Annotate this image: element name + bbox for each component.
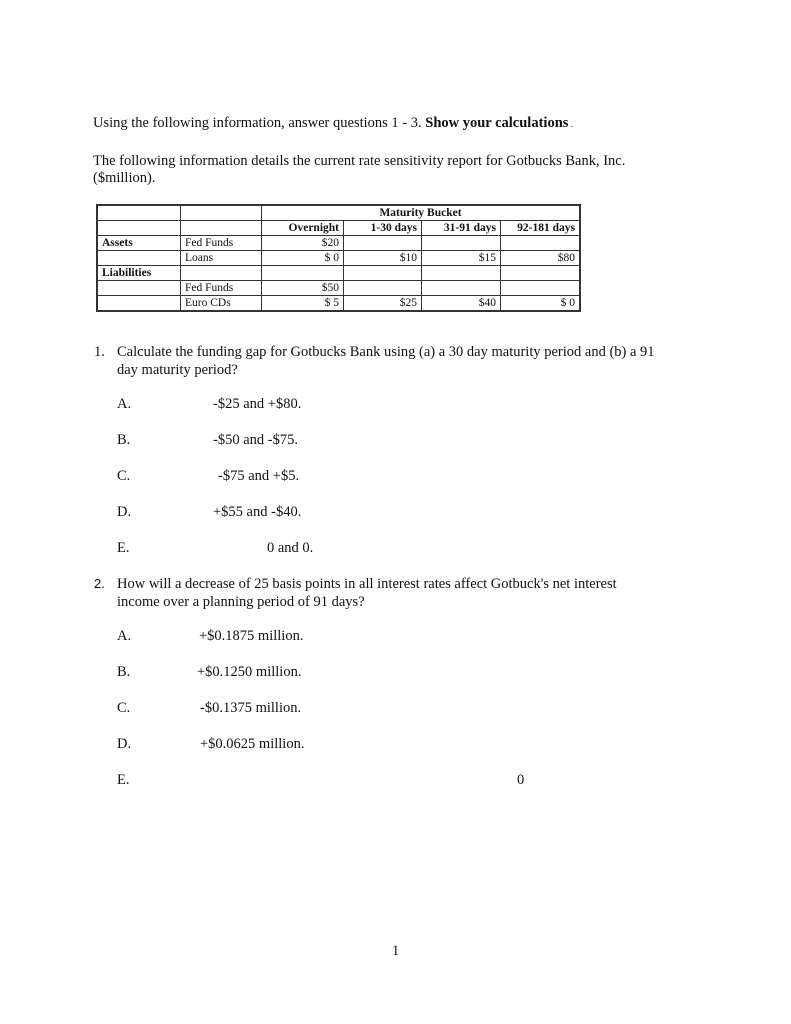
value-cell xyxy=(422,266,501,281)
item-label: Euro CDs xyxy=(181,296,262,312)
column-header: 1-30 days xyxy=(344,221,422,236)
instructions-line xyxy=(93,115,573,133)
option-text: -$0.1375 million. xyxy=(200,700,302,716)
value-cell: $ 0 xyxy=(501,296,581,312)
value-cell: $10 xyxy=(344,251,422,266)
value-cell: $ 5 xyxy=(262,296,344,312)
table-row xyxy=(97,251,580,266)
value-cell xyxy=(501,236,581,251)
value-cell xyxy=(262,266,344,281)
option-text: 0 and 0. xyxy=(267,540,314,556)
option-text: -$25 and +$80. xyxy=(213,396,302,412)
section-label xyxy=(97,296,181,312)
table-cell xyxy=(181,205,262,221)
question-text: income over a planning period of 91 days? xyxy=(117,594,365,610)
question-text: Calculate the funding gap for Gotbucks Bank using (a) a 30 day maturity period and (b) a 91 xyxy=(117,344,655,360)
value-cell xyxy=(344,236,422,251)
option-text: +$0.1875 million. xyxy=(199,628,304,644)
value-cell: $40 xyxy=(422,296,501,312)
option-text: +$0.0625 million. xyxy=(200,736,305,752)
value-cell: $80 xyxy=(501,251,581,266)
question-number: 1. xyxy=(94,344,105,360)
maturity-bucket-header: Maturity Bucket xyxy=(262,205,581,221)
column-header: Overnight xyxy=(262,221,344,236)
question-text: How will a decrease of 25 basis points in all interest rates affect Gotbuck's net interest xyxy=(117,576,617,592)
column-header: 92-181 days xyxy=(501,221,581,236)
option-letter: B. xyxy=(117,432,131,448)
value-cell: $ 0 xyxy=(262,251,344,266)
table-cell xyxy=(181,221,262,236)
value-cell xyxy=(501,266,581,281)
option-text: +$55 and -$40. xyxy=(213,504,302,520)
value-cell: $15 xyxy=(422,251,501,266)
option-letter: E. xyxy=(117,772,130,788)
option-letter: C. xyxy=(117,700,131,716)
option-letter: D. xyxy=(117,504,132,520)
item-label: Fed Funds xyxy=(181,281,262,296)
value-cell: $50 xyxy=(262,281,344,296)
item-label: Fed Funds xyxy=(181,236,262,251)
section-label xyxy=(97,281,181,296)
table-column-header-row xyxy=(97,221,580,236)
value-cell xyxy=(422,281,501,296)
rate-sensitivity-table xyxy=(96,204,581,312)
section-label xyxy=(97,251,181,266)
option-text: -$75 and +$5. xyxy=(218,468,300,484)
value-cell xyxy=(501,281,581,296)
option-letter: D. xyxy=(117,736,132,752)
option-text: -$50 and -$75. xyxy=(213,432,298,448)
table-row xyxy=(97,296,580,312)
section-label: Liabilities xyxy=(97,266,181,281)
value-cell: $20 xyxy=(262,236,344,251)
table-row xyxy=(97,236,580,251)
page-number: 1 xyxy=(392,943,400,959)
question-number: 2. xyxy=(94,576,105,591)
instructions-suffix: . xyxy=(568,119,573,129)
item-label: Loans xyxy=(181,251,262,266)
option-letter: A. xyxy=(117,396,132,412)
option-text: +$0.1250 million. xyxy=(197,664,302,680)
value-cell: $25 xyxy=(344,296,422,312)
option-letter: B. xyxy=(117,664,131,680)
value-cell xyxy=(422,236,501,251)
option-letter: E. xyxy=(117,540,130,556)
table-header-row xyxy=(97,205,580,221)
instructions-text: Using the following information, answer questions 1 - 3. xyxy=(93,115,426,131)
table-row xyxy=(97,266,580,281)
table-cell xyxy=(97,221,181,236)
section-label: Assets xyxy=(97,236,181,251)
option-letter: C. xyxy=(117,468,131,484)
option-text: 0 xyxy=(517,772,525,788)
value-cell xyxy=(344,281,422,296)
item-label xyxy=(181,266,262,281)
instructions-emphasis: Show your calculations xyxy=(425,115,569,131)
column-header: 31-91 days xyxy=(422,221,501,236)
value-cell xyxy=(344,266,422,281)
report-description: The following information details the current rate sensitivity report for Gotbucks Bank, Inc. xyxy=(93,153,626,169)
question-text: day maturity period? xyxy=(117,362,238,378)
report-units: ($million). xyxy=(93,170,156,186)
table-cell xyxy=(97,205,181,221)
option-letter: A. xyxy=(117,628,132,644)
table-row xyxy=(97,281,580,296)
